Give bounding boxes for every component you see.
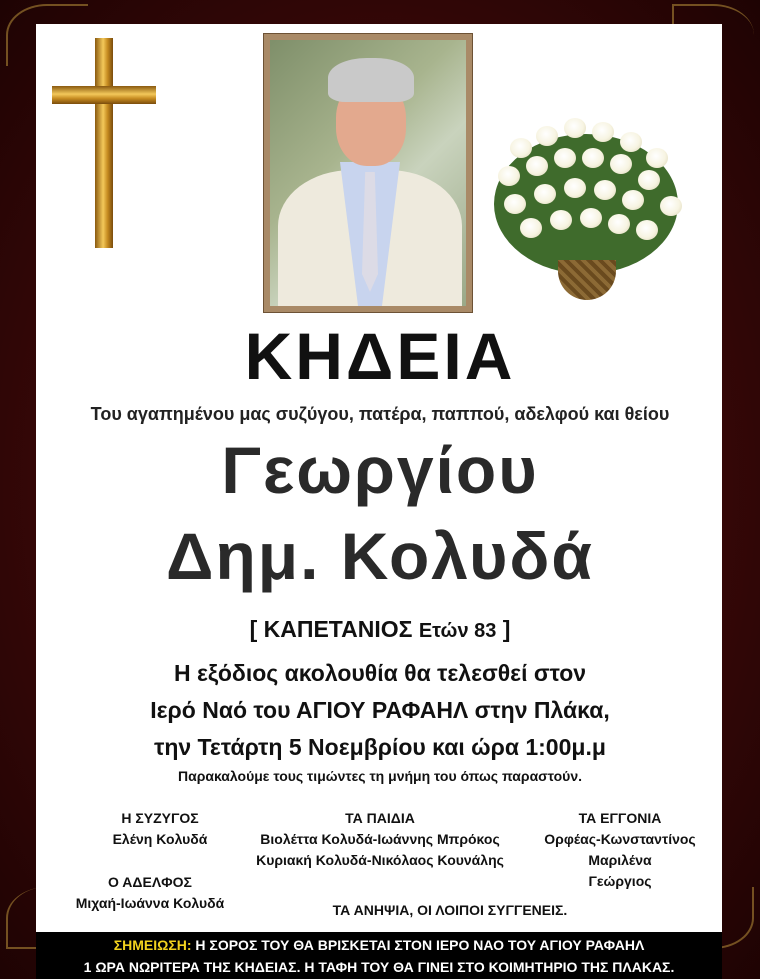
children-label: ΤΑ ΠΑΙΔΙΑ <box>345 810 415 826</box>
child-name: Κυριακή Κολυδά-Νικόλαος Κουνάλης <box>256 852 504 868</box>
grandchild-name: Ορφέας-Κωνσταντίνος <box>544 831 696 847</box>
attendance-request: Παρακαλούμε τους τιμώντες τη μνήμη του όπως παραστούν. <box>177 768 582 784</box>
deceased-last-name: Δημ. Κολυδά <box>166 519 594 593</box>
deceased-age: Ετών 83 <box>418 620 497 642</box>
service-line: την Τετάρτη 5 Νοεμβρίου και ώρα 1:00μ.μ <box>154 734 606 760</box>
deceased-profession: ΚΑΠΕΤΑΝΙΟΣ <box>263 616 413 642</box>
notice-subtitle: Του αγαπημένου μας συζύγου, πατέρα, παππού, αδελφού και θείου <box>90 404 670 424</box>
note-label: ΣΗΜΕΙΩΣΗ: <box>113 937 192 953</box>
portrait-photo <box>264 34 472 312</box>
note-line <box>36 934 722 956</box>
note-banner <box>36 932 722 979</box>
grandchildren-label: ΤΑ ΕΓΓΟΝΙΑ <box>578 810 662 826</box>
note-line: 1 ΩΡΑ ΝΩΡΙΤΕΡΑ ΤΗΣ ΚΗΔΕΙΑΣ. Η ΤΑΦΗ ΤΟΥ ΘΑ ΓΙΝΕΙ ΣΤΟ ΚΟΙΜΗΤΗΡΙΟ ΤΗΣ ΠΛΑΚΑΣ. <box>83 959 675 975</box>
service-line: Η εξόδιος ακολουθία θα τελεσθεί στον <box>173 660 587 686</box>
white-roses-basket-icon <box>480 104 690 304</box>
bracket-close: ] <box>496 616 511 642</box>
deceased-title-line <box>0 616 760 643</box>
brother-block <box>40 872 260 914</box>
bracket-open: [ <box>249 616 264 642</box>
children-block <box>220 808 540 871</box>
brother-label: Ο ΑΔΕΛΦΟΣ <box>108 874 192 890</box>
child-name: Βιολέττα Κολυδά-Ιωάννης Μπρόκος <box>260 831 500 847</box>
service-line: Ιερό Ναό του ΑΓΙΟΥ ΡΑΦΑΗΛ στην Πλάκα, <box>150 697 610 723</box>
grandchildren-block <box>530 808 710 892</box>
deceased-first-name: Γεωργίου <box>221 433 539 507</box>
grandchild-name: Γεώργιος <box>588 873 652 889</box>
gold-cross-icon <box>52 38 156 248</box>
relatives-line: ΤΑ ΑΝΗΨΙΑ, ΟΙ ΛΟΙΠΟΙ ΣΥΓΓΕΝΕΙΣ. <box>332 902 568 918</box>
wife-name: Ελένη Κολυδά <box>112 831 208 847</box>
grandchild-name: Μαριλένα <box>588 852 652 868</box>
note-text: Η ΣΟΡΟΣ ΤΟΥ ΘΑ ΒΡΙΣΚΕΤΑΙ ΣΤΟΝ ΙΕΡΟ ΝΑΟ ΤΟΥ ΑΓΙΟΥ ΡΑΦΑΗΛ <box>191 937 645 953</box>
notice-heading: ΚΗΔΕΙΑ <box>244 319 516 393</box>
wife-label: Η ΣΥΖΥΓΟΣ <box>121 810 199 826</box>
brother-name: Μιχαή-Ιωάννα Κολυδά <box>75 895 225 911</box>
